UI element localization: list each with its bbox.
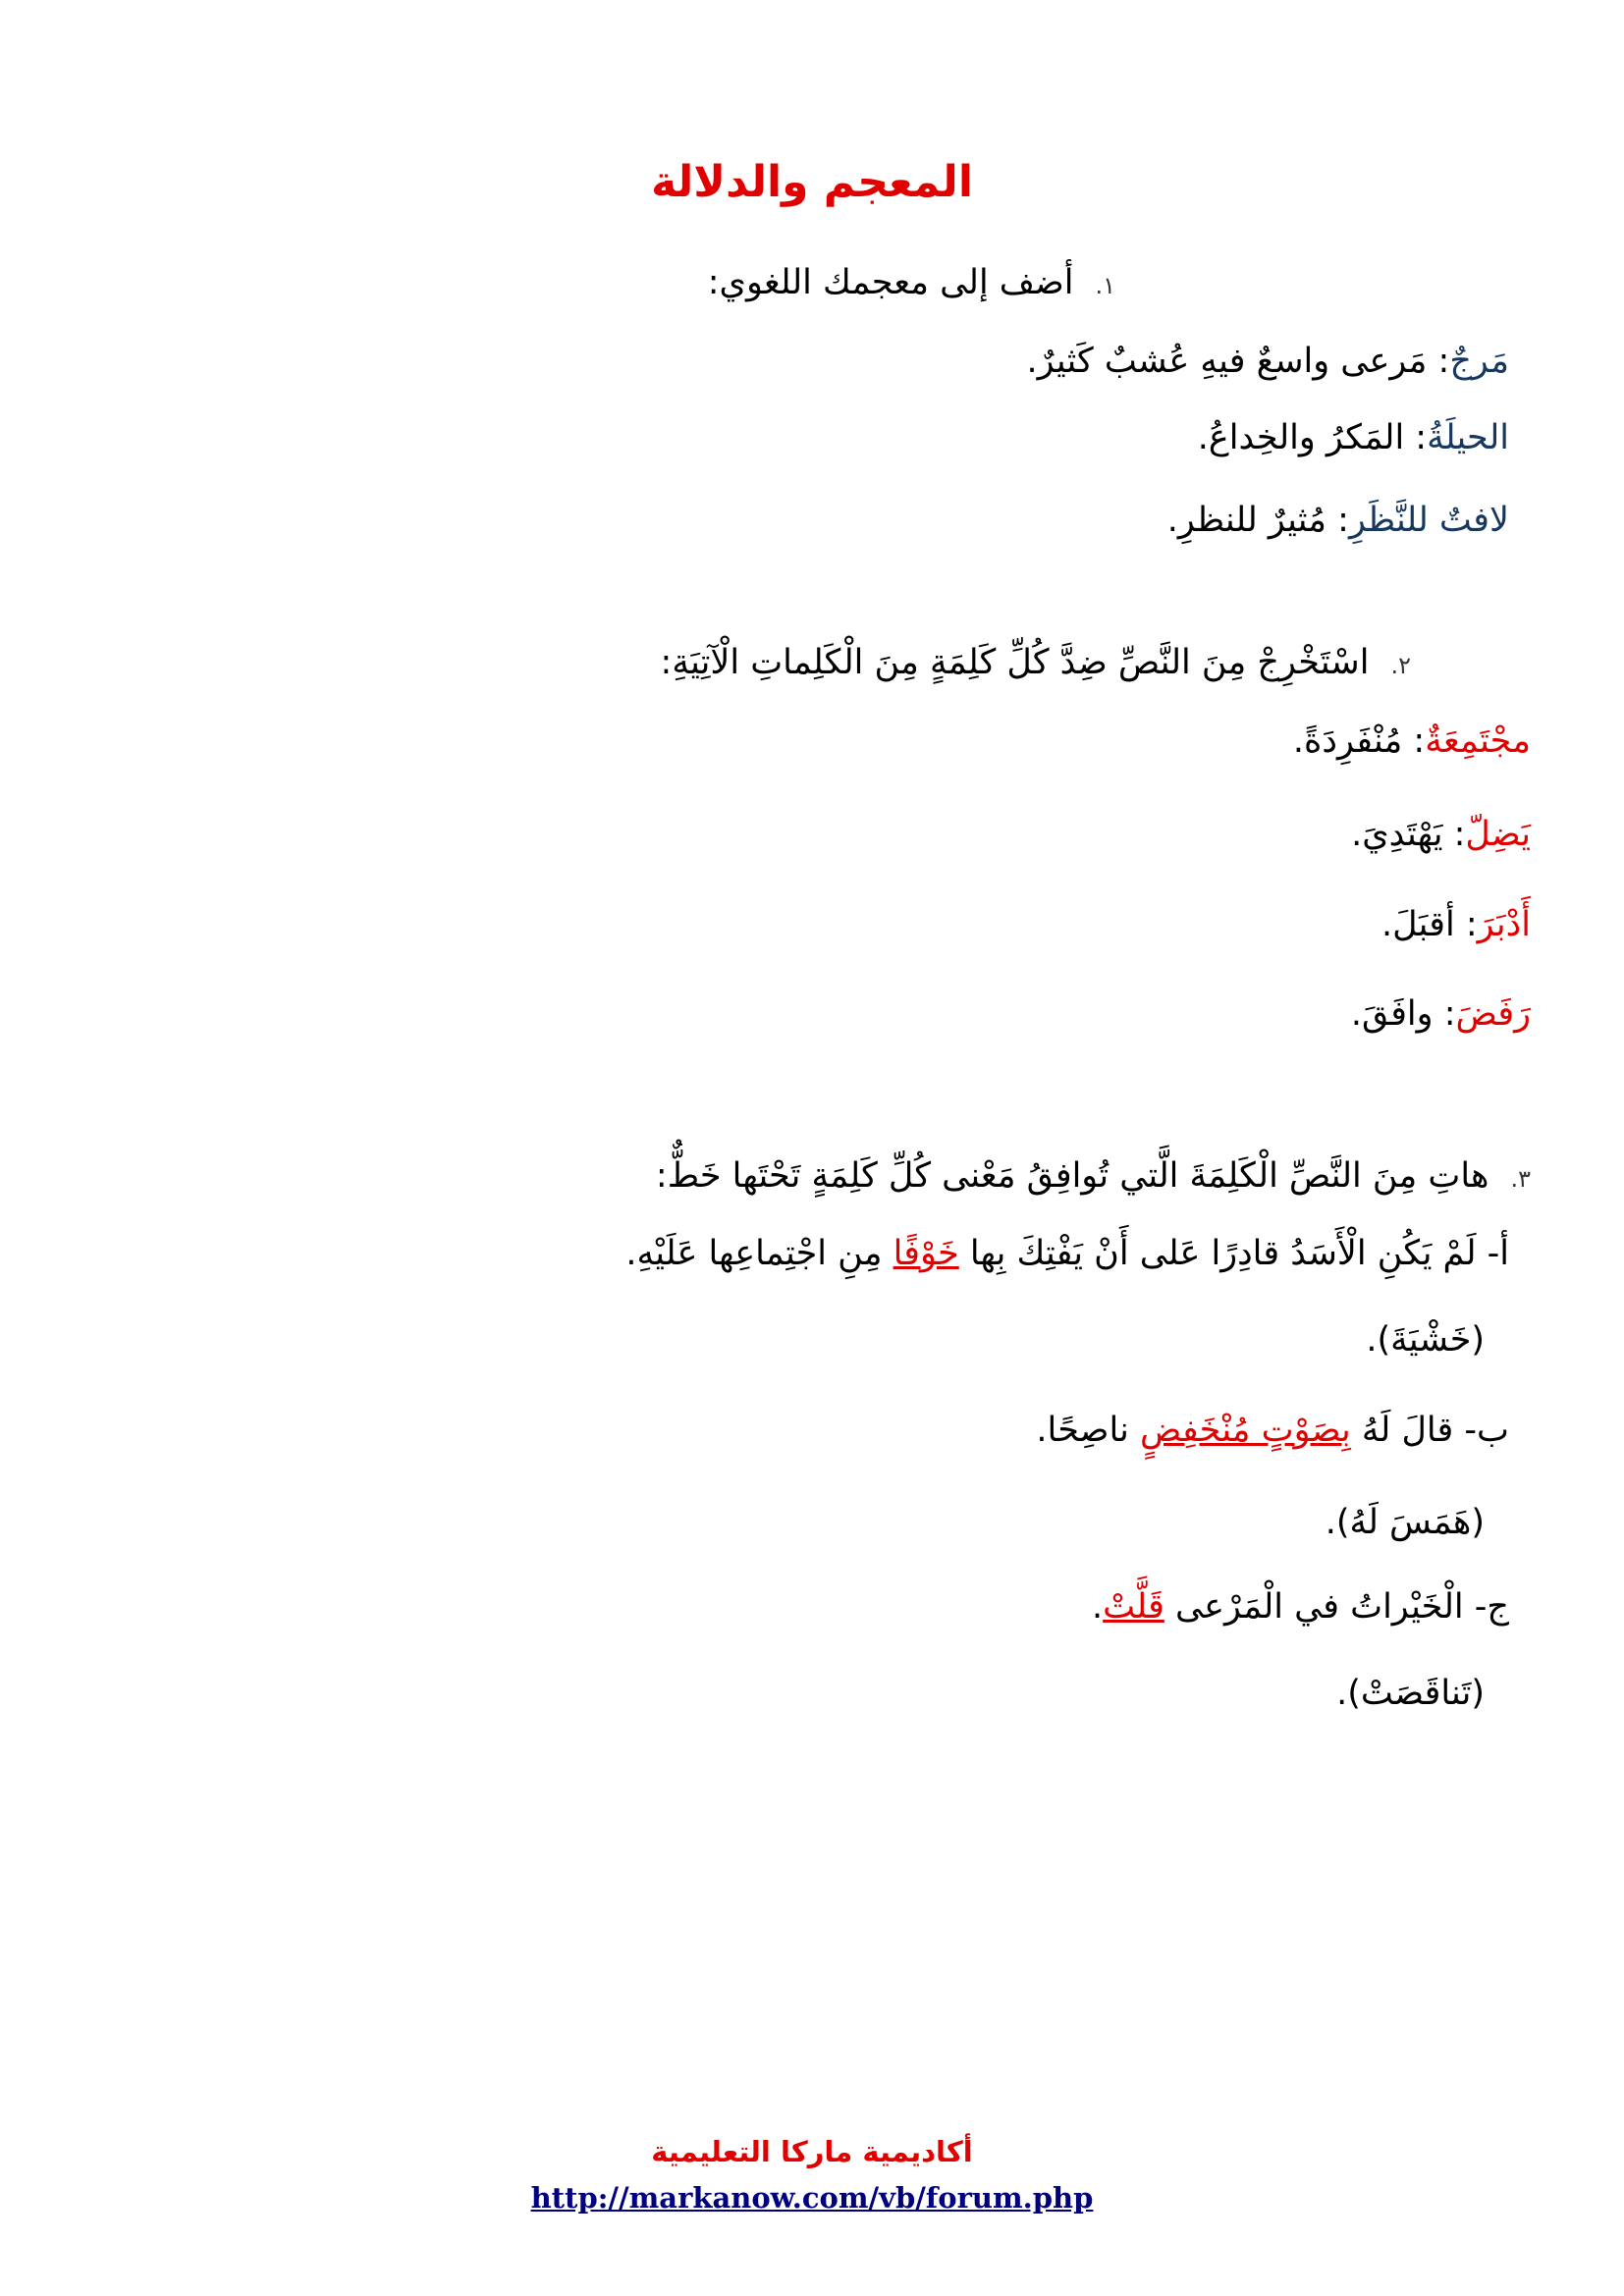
- answer-item: (خَشْيَةَ).: [1366, 1320, 1485, 1360]
- answer-item: (تَناقَصَتْ).: [1336, 1674, 1485, 1713]
- question-text: أ- لَمْ يَكُنِ الْأَسَدُ قادِرًا عَلى أَنْ يَفْتِكَ بِها: [958, 1234, 1509, 1273]
- entry-definition: : مَرعى واسعٌ فيهِ عُشبٌ كَثيرٌ.: [1026, 342, 1450, 381]
- section-2-entry: [1351, 989, 1531, 1039]
- section-2-entry: [1351, 810, 1531, 859]
- entry-definition: : يَهْتَدِيَ.: [1351, 815, 1466, 854]
- entry-term: الحيلَةُ: [1427, 418, 1509, 457]
- underlined-word: خَوْفًا: [893, 1234, 959, 1273]
- section-2-number: ٢.: [1390, 652, 1411, 679]
- section-1-entry: [1167, 496, 1509, 545]
- question-text-end: مِنِ اجْتِماعِها عَلَيْهِ.: [625, 1234, 893, 1273]
- underlined-word: قَلَّتْ: [1103, 1587, 1164, 1627]
- entry-definition: : المَكرُ والخِداعُ.: [1197, 418, 1428, 457]
- section-3-heading: [656, 1151, 1531, 1203]
- section-2-entry: [1381, 900, 1531, 949]
- section-1-entry: [1026, 337, 1509, 386]
- answer-item: (هَمَسَ لَهُ).: [1325, 1503, 1485, 1542]
- section-3-number: ٣.: [1510, 1165, 1531, 1193]
- entry-term: مَرجٌ: [1449, 342, 1509, 381]
- section-3-heading-text: هاتِ مِنَ النَّصِّ الْكَلِمَةَ الَّتي تُوافِقُ مَعْنى كُلِّ كَلِمَةٍ تَحْتَها خَطٌّ:: [655, 1156, 1489, 1196]
- entry-definition: : مُثيرٌ للنظرِ.: [1166, 501, 1349, 540]
- footer-academy-name: أكاديمية ماركا التعليمية: [651, 2135, 973, 2168]
- section-1-number: ١.: [1095, 272, 1115, 299]
- question-item: [625, 1229, 1509, 1278]
- entry-term: لافتٌ للنَّظَرِ: [1348, 501, 1509, 540]
- section-1-entry: [1198, 413, 1509, 462]
- question-text-end: .: [1092, 1587, 1104, 1627]
- entry-definition: : مُنْفَرِدَةً.: [1292, 721, 1426, 761]
- question-item: [1036, 1406, 1509, 1455]
- question-text: ج- الْخَيْراتُ في الْمَرْعى: [1164, 1587, 1509, 1627]
- question-text: ب- قالَ لَهُ: [1350, 1411, 1509, 1450]
- question-item: [1092, 1582, 1509, 1631]
- section-2-heading-text: اسْتَخْرِجْ مِنَ النَّصِّ ضِدَّ كُلِّ كَلِمَةٍ مِنَ الْكَلِماتِ الْآتِيَةِ:: [660, 643, 1370, 682]
- question-text-end: ناصِحًا.: [1036, 1411, 1141, 1450]
- section-1-heading-text: أضف إلى معجمك اللغوي:: [707, 263, 1074, 302]
- entry-definition: : وافَقَ.: [1350, 994, 1456, 1034]
- entry-term: أَدْبَرَ: [1477, 905, 1531, 944]
- underlined-word: بِصَوْتٍ مُنْخَفِضٍ: [1140, 1411, 1351, 1450]
- section-1-heading: [708, 258, 1115, 310]
- entry-definition: : أقبَلَ.: [1381, 905, 1478, 944]
- page-title: المعجم والدلالة: [651, 157, 973, 207]
- footer-forum-link[interactable]: http://markanow.com/vb/forum.php: [530, 2181, 1094, 2215]
- entry-term: يَضِلّ: [1465, 815, 1531, 854]
- entry-term: مجْتَمِعَةٌ: [1425, 721, 1531, 761]
- entry-term: رَفَضَ: [1455, 994, 1531, 1034]
- section-2-heading: [661, 638, 1411, 690]
- section-2-entry: [1293, 717, 1531, 766]
